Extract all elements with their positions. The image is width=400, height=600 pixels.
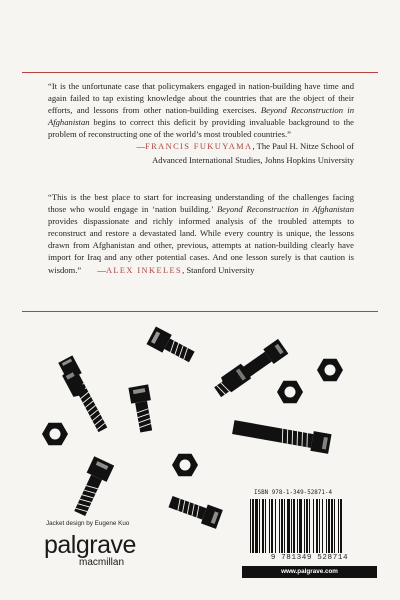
quote-text: “This is the best place to start for increasing understanding of the challenges facing those who would engage in ‘nation building.’ — [48, 192, 354, 215]
bolt-icon — [146, 326, 196, 365]
publisher-website: www.palgrave.com — [242, 566, 377, 578]
attribution-dash: — — [136, 141, 146, 152]
hex-nut-icon — [172, 454, 198, 477]
attribution-affiliation: Advanced International Studies, Johns Hopkins University — [152, 154, 354, 165]
bolt-icon — [70, 456, 114, 518]
quote-inkeles — [48, 191, 354, 277]
quote-text: begins to correct this deficit by providing invaluable background to the problem of reconstructing one of the world’s most troubled countries.” — [48, 117, 354, 140]
hex-nut-icon — [317, 359, 343, 382]
quote-text: provides dispassionate and richly informed analysis of the troubled attempts to reconstruct and restore a devastated land. While every country is unique, the lessons drawn from Afghanistan and other, previous, attempts at nation-building clearly have import for Iraq and any other potential cases. And one lesson surely is that caution is wisdom.” — [48, 216, 354, 275]
barcode-icon — [248, 499, 371, 553]
attribution-affiliation: , The Paul H. Nitze School of — [252, 141, 354, 152]
attribution-affiliation: , Stanford University — [182, 264, 255, 275]
barcode-digits: 9 781349 528714 — [270, 554, 349, 562]
barcode-block — [242, 488, 377, 580]
quote-attribution — [48, 140, 354, 153]
attribution-name: FRANCIS FUKUYAMA — [145, 142, 253, 152]
jacket-credit: Jacket design by Eugene Kuo — [46, 520, 130, 527]
bolt-icon — [212, 339, 288, 400]
attribution-name: ALEX INKELES — [105, 265, 183, 275]
quote-text: “It is the unfortunate case that policymakers engaged in nation-building have time and again failed to tap existing knowledge about the countries that are the object of their efforts, and lessons from other nation-building exercises. — [48, 81, 354, 116]
publisher-name: palgrave — [44, 531, 136, 559]
middle-divider — [22, 311, 378, 312]
quote-book-title: Beyond Reconstruction in Afghanistan — [48, 105, 354, 128]
bolt-icon — [232, 417, 332, 454]
quote-book-title: Beyond Reconstruction in Afghanistan — [216, 204, 354, 215]
publisher-logo — [44, 532, 136, 568]
quote-fukuyama — [48, 80, 354, 166]
bolt-icon — [167, 492, 223, 529]
publisher-imprint: macmillan — [79, 557, 125, 568]
quote-attribution-line2 — [48, 154, 354, 166]
top-divider — [22, 72, 378, 73]
hex-nut-icon — [42, 423, 68, 446]
isbn-label: ISBN 978-1-349-52871-4 — [254, 490, 333, 496]
hex-nut-icon — [277, 381, 303, 404]
bolt-icon — [128, 384, 156, 433]
attribution-dash: — — [97, 264, 106, 275]
bolt-icon — [58, 355, 110, 433]
